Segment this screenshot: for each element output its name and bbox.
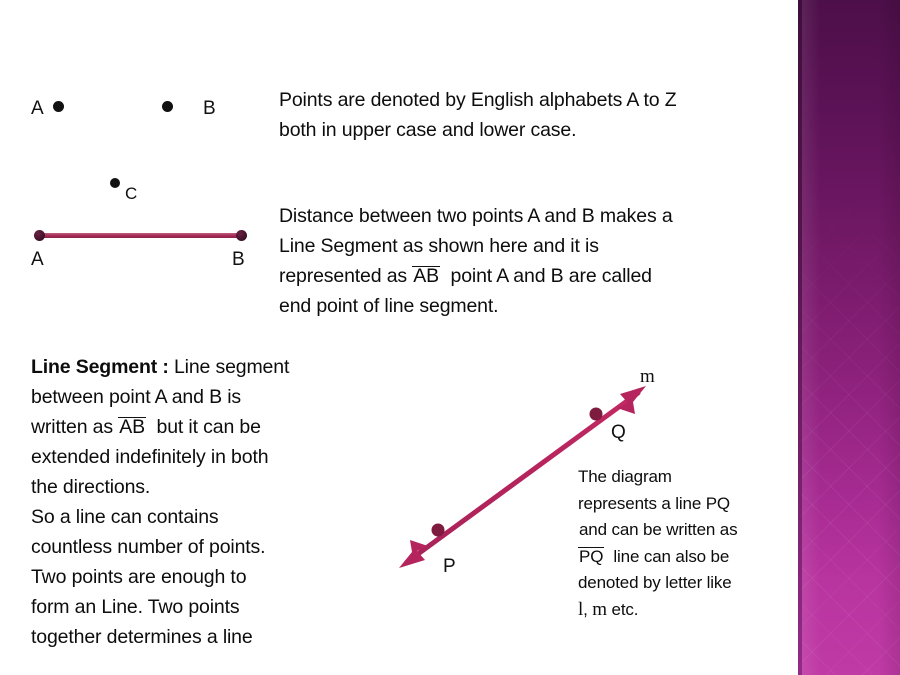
overbar-pq: PQ: [579, 546, 604, 566]
text-distance-line-1: Distance between two points A and B makes a: [279, 205, 673, 227]
text-line-segment-line-1-rest: Line segment: [168, 356, 290, 378]
text-pq-line-4: [578, 544, 793, 571]
point-b-label: B: [203, 98, 216, 119]
segment-endpoint-a-dot: [34, 230, 45, 241]
text-line-segment-line-4: extended indefinitely in both: [31, 446, 269, 468]
text-pq-line-1: The diagram: [578, 467, 672, 486]
text-pq-line-6-mid: ,: [583, 599, 593, 619]
text-block-points: [279, 85, 779, 145]
point-c-dot: [110, 178, 120, 188]
text-block-line-segment: [31, 352, 361, 652]
text-pq-line-3-text: and can be written as: [579, 520, 738, 539]
text-line-segment-line-7: countless number of points.: [31, 536, 266, 558]
segment-endpoint-b-dot: [236, 230, 247, 241]
text-line-segment-line-6: So a line can contains: [31, 506, 219, 528]
segment-endpoint-b-label: B: [232, 249, 245, 270]
point-a-label: A: [31, 98, 44, 119]
text-distance-line-3-suffix: point A and B are called: [450, 265, 652, 287]
text-line-segment-heading: Line Segment :: [31, 356, 169, 378]
text-line-segment-line-3-suffix: but it can be: [156, 416, 261, 438]
text-line-segment-heading-row: [31, 352, 361, 382]
point-a-dot: [53, 101, 64, 112]
text-pq-line-6: [578, 597, 793, 624]
sidebar-shine-overlay: [798, 0, 900, 675]
text-pq-line-4-rest: line can also be: [613, 546, 730, 566]
arrowhead-upper: [617, 386, 646, 414]
arrowhead-lower: [399, 540, 428, 568]
text-pq-line-6-rest: etc.: [606, 599, 639, 619]
line-label-l-glyph: l: [578, 598, 584, 620]
point-p-label: P: [443, 556, 456, 577]
text-block-diagram-pq: [578, 464, 793, 623]
segment-ab-line: [41, 233, 243, 238]
point-b-dot: [162, 101, 173, 112]
point-q-dot: [590, 408, 603, 421]
text-distance-line-4: end point of line segment.: [279, 295, 499, 317]
text-points-line-1: Points are denoted by English alphabets A to Z: [279, 89, 677, 111]
text-line-segment-line-9: form an Line. Two points: [31, 596, 240, 618]
text-distance-line-3: [279, 261, 779, 291]
overbar-ab-definition: AB: [119, 416, 145, 438]
decorative-sidebar: [798, 0, 900, 675]
text-line-segment-line-2: between point A and B is: [31, 386, 241, 408]
text-points-line-2: both in upper case and lower case.: [279, 119, 577, 141]
point-q-label: Q: [611, 422, 626, 443]
text-line-segment-line-3: [31, 412, 361, 442]
text-pq-line-2: represents a line PQ: [578, 493, 730, 513]
segment-endpoint-a-label: A: [31, 249, 44, 270]
point-p-dot: [432, 524, 445, 537]
text-pq-line-3: [578, 517, 793, 544]
text-pq-line-5: denoted by letter like: [578, 573, 732, 592]
line-m-label: m: [640, 366, 655, 387]
text-distance-line-2: Line Segment as shown here and it is: [279, 235, 599, 257]
line-label-m-glyph: m: [592, 598, 607, 620]
text-line-segment-line-5: the directions.: [31, 476, 151, 498]
point-c-label: C: [125, 184, 138, 203]
text-distance-line-3-prefix: represented as: [279, 265, 407, 287]
text-line-segment-line-10: together determines a line: [31, 626, 253, 648]
text-line-segment-line-8: Two points are enough to: [31, 566, 247, 588]
sidebar-left-edge: [798, 0, 802, 675]
overbar-ab-distance: AB: [413, 265, 439, 287]
text-block-distance: [279, 201, 779, 321]
text-line-segment-line-3-prefix: written as: [31, 416, 113, 438]
